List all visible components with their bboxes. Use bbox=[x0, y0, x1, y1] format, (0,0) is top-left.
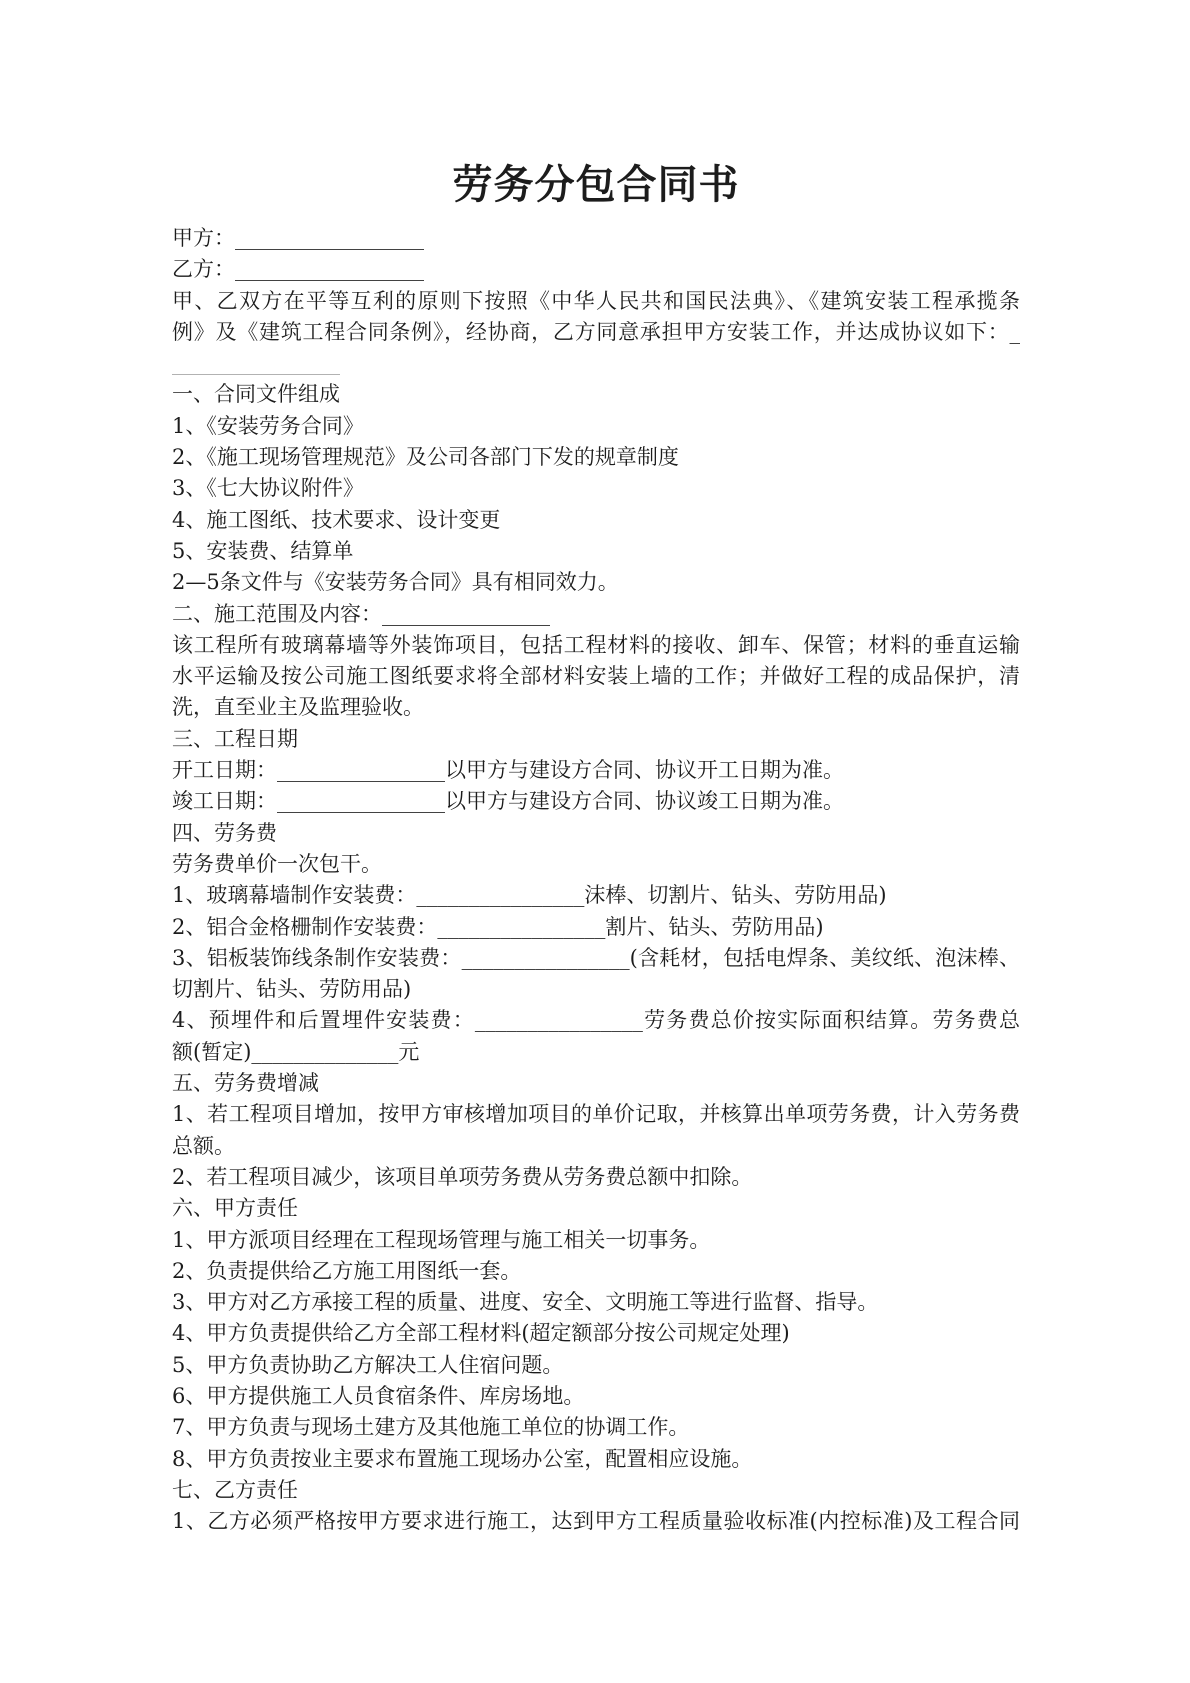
blank-underline: ________________ bbox=[172, 351, 340, 376]
document-title: 劳务分包合同书 bbox=[452, 161, 740, 208]
party-b-line: 乙方：__________________ bbox=[172, 257, 424, 282]
section-5-heading: 五、劳务费增减 bbox=[172, 1071, 319, 1096]
section-1-heading: 一、合同文件组成 bbox=[172, 382, 340, 407]
fee-item-1: 1、玻璃幕墙制作安装费：________________沫棒、切割片、钻头、劳防用品) bbox=[172, 883, 887, 908]
party-a-duty-4: 4、甲方负责提供给乙方全部工程材料(超定额部分按公司规定处理) bbox=[172, 1321, 790, 1346]
section-7-heading: 七、乙方责任 bbox=[172, 1477, 298, 1502]
party-a-duty-3: 3、甲方对乙方承接工程的质量、进度、安全、文明施工等进行监督、指导。 bbox=[172, 1290, 879, 1315]
scope-line-1: 该工程所有玻璃幕墙等外装饰项目，包括工程材料的接收、卸车、保管；材料的垂直运输 bbox=[172, 632, 1020, 657]
party-a-duty-1: 1、甲方派项目经理在工程现场管理与施工相关一切事务。 bbox=[172, 1227, 711, 1252]
preamble-line-2: 例》及《建筑工程合同条例》，经协商，乙方同意承担甲方安装工作，并达成协议如下：_ bbox=[172, 319, 1020, 344]
contract-doc-item-1: 1、《安装劳务合同》 bbox=[172, 413, 364, 438]
start-date-line: 开工日期：________________以甲方与建设方合同、协议开工日期为准。 bbox=[172, 758, 844, 783]
equal-effect-note: 2—5条文件与《安装劳务合同》具有相同效力。 bbox=[172, 570, 619, 595]
contract-doc-item-4: 4、施工图纸、技术要求、设计变更 bbox=[172, 507, 501, 532]
fee-item-3-line-2: 切割片、钻头、劳防用品) bbox=[172, 977, 412, 1002]
fee-item-4-line-2: 额(暂定)______________元 bbox=[172, 1039, 420, 1064]
section-4-heading: 四、劳务费 bbox=[172, 820, 277, 845]
section-3-heading: 三、工程日期 bbox=[172, 726, 298, 751]
contract-doc-item-2: 2、《施工现场管理规范》及公司各部门下发的规章制度 bbox=[172, 445, 679, 470]
preamble-line-1: 甲、乙双方在平等互利的原则下按照《中华人民共和国民法典》、《建筑安装工程承揽条 bbox=[172, 288, 1020, 313]
contract-doc-item-3: 3、《七大协议附件》 bbox=[172, 476, 364, 501]
party-b-duty-1: 1、乙方必须严格按甲方要求进行施工，达到甲方工程质量验收标准(内控标准)及工程合同 bbox=[172, 1509, 1020, 1534]
contract-doc-item-5: 5、安装费、结算单 bbox=[172, 538, 354, 563]
party-a-duty-2: 2、负责提供给乙方施工用图纸一套。 bbox=[172, 1258, 522, 1283]
fee-adjust-item-1-line-2: 总额。 bbox=[172, 1133, 235, 1158]
fee-item-4-line-1: 4、预埋件和后置埋件安装费：________________劳务费总价按实际面积结算。劳务费总 bbox=[172, 1008, 1020, 1033]
fee-lump-sum-note: 劳务费单价一次包干。 bbox=[172, 851, 382, 876]
completion-date-line: 竣工日期：________________以甲方与建设方合同、协议竣工日期为准。 bbox=[172, 789, 844, 814]
section-6-heading: 六、甲方责任 bbox=[172, 1196, 298, 1221]
party-a-duty-8: 8、甲方负责按业主要求布置施工现场办公室，配置相应设施。 bbox=[172, 1446, 753, 1471]
party-a-line: 甲方：__________________ bbox=[172, 226, 424, 250]
section-2-heading: 二、施工范围及内容：________________ bbox=[172, 601, 550, 626]
party-a-duty-7: 7、甲方负责与现场土建方及其他施工单位的协调工作。 bbox=[172, 1415, 690, 1440]
party-a-duty-6: 6、甲方提供施工人员食宿条件、库房场地。 bbox=[172, 1383, 585, 1408]
scope-line-3: 洗，直至业主及监理验收。 bbox=[172, 695, 424, 720]
fee-adjust-item-1-line-1: 1、若工程项目增加，按甲方审核增加项目的单价记取，并核算出单项劳务费，计入劳务费 bbox=[172, 1102, 1020, 1127]
fee-item-3-line-1: 3、铝板装饰线条制作安装费：________________(含耗材，包括电焊条、美纹纸、泡沫棒、 bbox=[172, 945, 1020, 970]
fee-item-2: 2、铝合金格栅制作安装费：________________割片、钻头、劳防用品) bbox=[172, 914, 824, 939]
scope-line-2: 水平运输及按公司施工图纸要求将全部材料安装上墙的工作；并做好工程的成品保护，清 bbox=[172, 664, 1020, 689]
party-a-duty-5: 5、甲方负责协助乙方解决工人住宿问题。 bbox=[172, 1352, 564, 1377]
fee-adjust-item-2: 2、若工程项目减少，该项目单项劳务费从劳务费总额中扣除。 bbox=[172, 1164, 753, 1189]
